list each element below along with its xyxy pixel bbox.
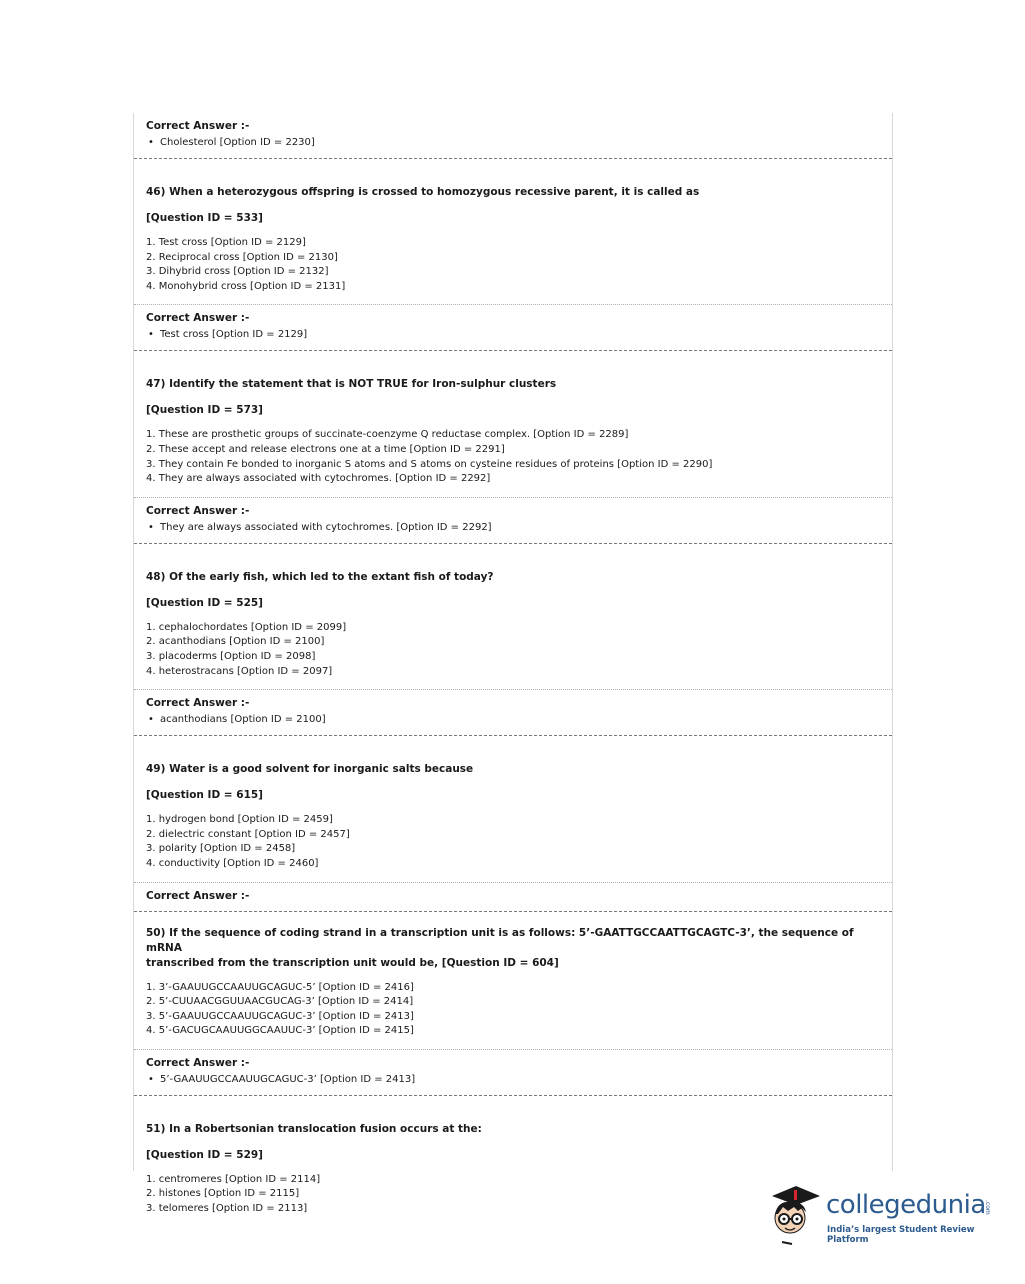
answer-label: Correct Answer :- — [146, 1056, 250, 1069]
answer-text — [146, 1073, 880, 1087]
question-text-line: transcribed from the transcription unit would be, [Question ID = 604] — [146, 956, 559, 969]
question-50 — [134, 912, 892, 1049]
question-id: [Question ID = 615] — [146, 789, 263, 802]
option-item: 3. They contain Fe bonded to inorganic S atoms and S atoms on cysteine residues of proteins [Option ID = 2290] — [146, 458, 713, 470]
brand-tagline: India’s largest Student Review Platform — [827, 1225, 975, 1245]
answer-value: Cholesterol [Option ID = 2230] — [160, 137, 315, 148]
option-item: 4. They are always associated with cytochromes. [Option ID = 2292] — [146, 473, 491, 485]
option-item: 4. conductivity [Option ID = 2460] — [146, 857, 319, 869]
collegedunia-logo[interactable] — [766, 1178, 996, 1250]
question-47 — [134, 351, 892, 496]
answer-text — [146, 521, 880, 535]
option-item: 3. Dihybrid cross [Option ID = 2132] — [146, 266, 329, 278]
question-id: [Question ID = 533] — [146, 212, 263, 224]
options-list — [146, 621, 880, 679]
option-item: 2. Reciprocal cross [Option ID = 2130] — [146, 251, 338, 263]
brand-domain: .com — [984, 1200, 991, 1215]
question-text — [146, 926, 880, 971]
question-49 — [134, 736, 892, 881]
answer-block-45 — [134, 113, 892, 158]
answer-label: Correct Answer :- — [146, 697, 250, 710]
answer-block-46 — [134, 305, 892, 350]
option-item: 2. acanthodians [Option ID = 2100] — [146, 636, 325, 648]
answer-value: 5’-GAAUUGCCAAUUGCAGUC-3’ [Option ID = 2413] — [160, 1073, 416, 1085]
question-48 — [134, 544, 892, 689]
options-list — [146, 428, 880, 486]
answer-label: Correct Answer :- — [146, 120, 250, 132]
question-46 — [134, 159, 892, 304]
answer-value: They are always associated with cytochromes. [Option ID = 2292] — [160, 521, 492, 533]
option-item: 3. polarity [Option ID = 2458] — [146, 843, 296, 855]
option-item: 3. telomeres [Option ID = 2113] — [146, 1203, 308, 1215]
option-item: 3. 5’-GAAUUGCCAAUUGCAGUC-3’ [Option ID = 2413] — [146, 1010, 414, 1022]
option-item: 2. dielectric constant [Option ID = 2457] — [146, 828, 350, 840]
answer-block-49 — [134, 883, 892, 911]
question-text: 46) When a heterozygous offspring is crossed to homozygous recessive parent, it is called as — [146, 186, 700, 198]
option-item: 2. These accept and release electrons one at a time [Option ID = 2291] — [146, 443, 505, 455]
option-item: 1. centromeres [Option ID = 2114] — [146, 1173, 321, 1185]
mascot-icon — [766, 1178, 826, 1250]
options-list — [146, 813, 880, 871]
options-list — [146, 981, 880, 1039]
question-id: [Question ID = 573] — [146, 404, 263, 417]
options-list — [146, 236, 880, 294]
answer-value: Test cross [Option ID = 2129] — [160, 329, 308, 341]
answer-block-47 — [134, 498, 892, 543]
question-id: [Question ID = 529] — [146, 1148, 263, 1161]
option-item: 2. histones [Option ID = 2115] — [146, 1188, 300, 1200]
answer-block-48 — [134, 690, 892, 735]
question-sheet — [133, 113, 893, 1215]
bullet-icon: • — [148, 137, 154, 148]
option-item: 4. 5’-GACUGCAAUUGGCAAUUC-3’ [Option ID = 2415] — [146, 1025, 414, 1037]
option-item: 4. Monohybrid cross [Option ID = 2131] — [146, 280, 346, 292]
option-item: 1. 3’-GAAUUGCCAAUUGCAGUC-5’ [Option ID = 2416] — [146, 981, 414, 993]
bullet-icon: • — [148, 521, 154, 533]
answer-text — [146, 328, 880, 342]
bullet-icon: • — [148, 1073, 154, 1085]
option-item: 1. hydrogen bond [Option ID = 2459] — [146, 814, 333, 826]
answer-block-50 — [134, 1050, 892, 1095]
question-text: 51) In a Robertsonian translocation fusion occurs at the: — [146, 1122, 482, 1135]
option-item: 1. Test cross [Option ID = 2129] — [146, 237, 306, 248]
option-item: 1. These are prosthetic groups of succinate-coenzyme Q reductase complex. [Option ID = 2289] — [146, 429, 629, 441]
answer-label: Correct Answer :- — [146, 889, 250, 902]
brand-name: collegedunia — [826, 1190, 986, 1220]
option-item: 3. placoderms [Option ID = 2098] — [146, 650, 316, 662]
question-id: [Question ID = 525] — [146, 596, 263, 609]
question-text-line: 50) If the sequence of coding strand in a transcription unit is as follows: 5’-GAATTGCCAATTGCAGTC-3’, the sequence of mRNA — [146, 926, 854, 954]
answer-text — [146, 136, 880, 150]
option-item: 4. heterostracans [Option ID = 2097] — [146, 665, 333, 677]
answer-text — [146, 713, 880, 727]
answer-label: Correct Answer :- — [146, 312, 250, 325]
option-item: 2. 5’-CUUAACGGUUAACGUCAG-3’ [Option ID = 2414] — [146, 996, 414, 1008]
bullet-icon: • — [148, 329, 154, 341]
question-text: 49) Water is a good solvent for inorganic salts because — [146, 763, 474, 776]
question-text: 48) Of the early fish, which led to the extant fish of today? — [146, 570, 494, 583]
answer-label: Correct Answer :- — [146, 504, 250, 517]
answer-value: acanthodians [Option ID = 2100] — [160, 714, 326, 726]
question-text: 47) Identify the statement that is NOT TRUE for Iron-sulphur clusters — [146, 378, 557, 391]
option-item: 1. cephalochordates [Option ID = 2099] — [146, 621, 347, 633]
bullet-icon: • — [148, 714, 154, 726]
